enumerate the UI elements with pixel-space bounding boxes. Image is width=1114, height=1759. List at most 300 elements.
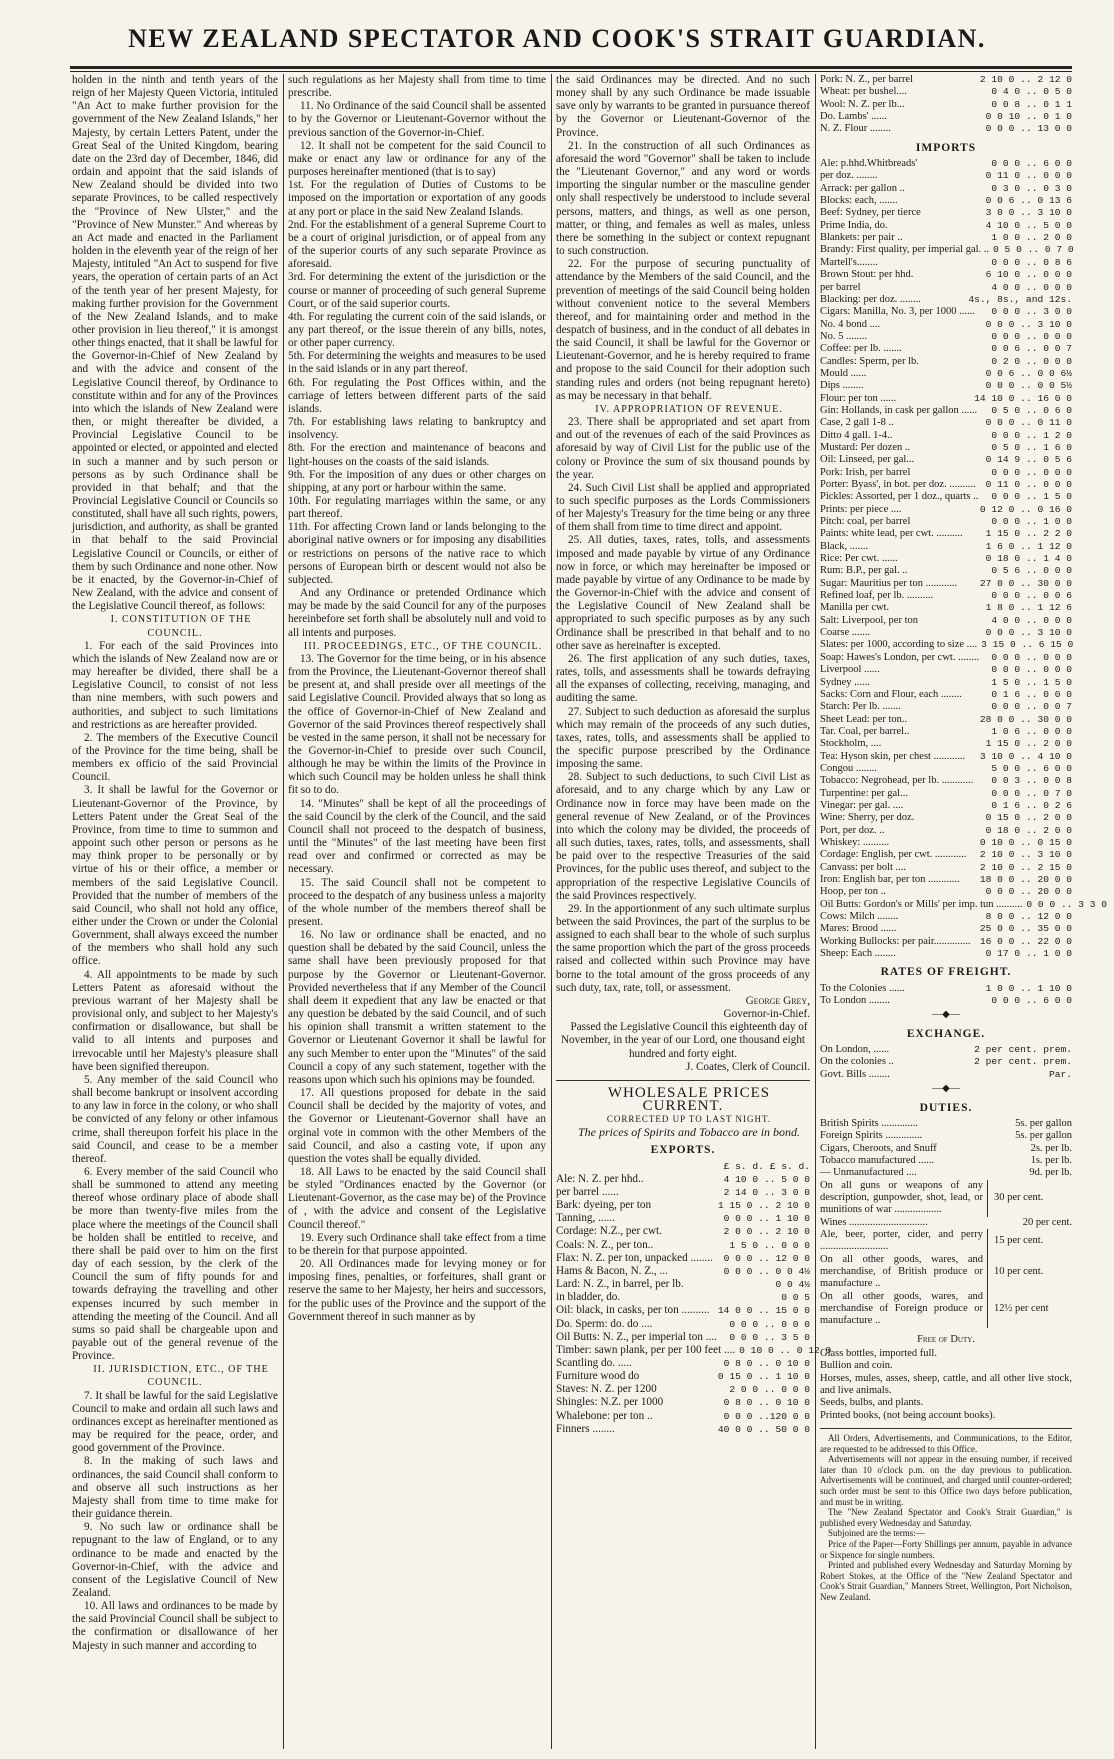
price-item-value: 0 8 0 .. 0 10 0 [723,1397,810,1409]
export-row [556,1304,810,1317]
price-item-value: 0 5 0 .. 0 7 0 [993,244,1074,256]
price-item-value: 0 0 6 .. 0 0 6½ [985,367,1072,379]
import-row [820,936,1072,948]
exports-column-units: £ s. d. £ s. d. [723,1160,810,1172]
export-row [556,1410,810,1423]
import-row [820,652,1072,664]
clause-10: 10. All laws and ordinances to be made by the said Provincial Council shall be subject to the confirmation or disallowance of her Majesty in such manner and according to [72,1600,278,1652]
price-item-label: Paints: white lead, per cwt. .......... [820,528,963,540]
import-row [820,923,1072,935]
purpose-7: 7th. For establishing laws relating to bankruptcy and insolvency. [288,416,546,442]
price-item-value: 4s., 8s., and 12s. [968,293,1072,305]
price-item-label: Martell's........ [820,256,878,268]
price-item-label: Sheet Lead: per ton.. [820,713,908,725]
price-item-label: Ditto 4 gall. 1-4.. [820,429,893,441]
section-heading-constitution: I. CONSTITUTION OF THE COUNCIL. [110,614,252,639]
price-item-value: 0 0 0 .. 0 0 0 [991,664,1072,676]
export-row [556,1265,810,1278]
export-row [556,1396,810,1409]
duty-label: Tobacco manufactured ...... [820,1154,935,1166]
masthead-rule-thin [70,71,1072,72]
export-row [556,1278,810,1291]
clause-23: 23. There shall be appropriated and set apart from and out of the revenues of each of the said Provinces as aforesaid by way of Civil List for the public use of the colony or Province the sum of six thousand pounds by the year. [556,416,810,481]
export-row [556,1370,810,1383]
preamble: holden in the ninth and tenth years of the reign of her Majesty Queen Victoria, intituled "An Act to make further provision for the government of the New Zealand Islands," her Majesty, by certain Letters Patent, under the Great Seal of the United Kingdom, bearing date on the 23rd day of December, 1846, did ordain and appoint that the said islands of New Zealand should be divided into two separate Provinces, to be called respectively the "Province of New Ulster," and the "Province of New Munster." And whereas by an Act made and enacted in the Parliament holden in the eleventh year of the reign of her Majesty, intituled "An Act to suspend for five years, the operation of certain parts of an Act of the tenth year of her present Majesty, for making further provision for the Government of the New Zealand Islands, and to make other provision in lieu thereof," it is amongst other things enacted, that it shall be lawful for the Governor-in-Chief of New Zealand by and with the advice and consent of the Legislative Council thereof, by Ordinance to constitute within and for any of the Provinces into which the islands of New Zealand were then, or might thereafter be divided, a Provincial Legislative Council to be appointed or elected, or appointed and elected in such a manner and by such person or persons as by such Ordinance shall be provided in that behalf; and that the Provincial Legislative Council or Councils so constituted, shall have all such rights, powers, jurisdiction, and authority, as shall be granted in that behalf to the said Provincial Legislative Council or Councils, or either of them by such Ordinance and none other. Now be it enacted, by the Governor-in-Chief of New Zealand, with the advice and consent of the Legislative Council thereof, as follows: [72,74,278,613]
clause-20: 20. All Ordinances made for levying money or for imposing fines, penalties, or forfeitures, shall grant or reserve the same to her Majesty, her heirs and successors, for the public uses of the Province and the support of the Government thereof in such manner as by [288,1258,546,1323]
duty-value: 2s. per lb. [1030,1142,1072,1154]
duty-value: 1s. per lb. [1030,1154,1072,1166]
duty-group-label: Ale, beer, porter, cider, and perry .......................... [820,1229,988,1254]
continuation-text: such regulations as her Majesty shall from time to time prescribe. [288,74,546,100]
price-item-value: 28 0 0 .. 30 0 0 [979,713,1072,725]
duty-group-british [820,1254,1072,1291]
price-item-value: 0 0 0 .. 20 0 0 [985,886,1072,898]
price-item-value: 2 14 0 .. 3 0 0 [723,1186,810,1198]
price-item-label: Congou ........ [820,762,877,774]
price-item-value: 2 10 0 .. 2 12 0 [979,74,1072,85]
duty-label: Wines .............................. [820,1216,928,1228]
price-item-label: Hoop, per ton .. [820,886,886,898]
import-row [820,170,1072,182]
import-row [820,516,1072,528]
price-item-value: 8 0 0 .. 12 0 0 [985,911,1072,923]
price-item-label: Oil Butts: Gordon's or Mills' per imp. tun .......... [820,898,1023,910]
price-item-label: Timber: sawn plank, per per 100 feet .... [556,1343,736,1356]
price-item-label: Flour: per ton ...... [820,392,897,404]
price-item-value: 1 0 0 .. 2 0 0 [991,232,1072,244]
price-item-label: Prints: per piece .... [820,503,902,515]
import-row [820,331,1072,343]
clause-25: 25. All duties, taxes, rates, tolls, and assessments imposed and made payable by virtue of any Ordinance now in force, or which may hereinafter be imposed or made payable by virtue of any Ordinance to be made by the Governor-in-Chief with the advice and consent of the Legislative Council of New Zealand shall be appropriated to such specific purposes as by any such Ordinance shall be prescribed in that behalf and to no other save as hereinafter is excepted. [556,534,810,652]
duty-value: 5s. per gallon [1015,1117,1072,1129]
price-item-label: Candles: Sperm, per lb. [820,355,919,367]
export-row [556,1318,810,1331]
price-item-value: 4 10 0 .. 5 0 0 [985,219,1072,231]
clause-29: 29. In the apportionment of any such ultimate surplus between the said Provinces, the part of the surplus to be assigned to each shall bear to the whole of such surplus the same proportion which the part of the gross proceeds raised and collected within such Province may have borne to the total amount of the gross proceeds of any such duty, tax, rate, toll, or assessment. [556,902,810,994]
purpose-3: 3rd. For determining the extent of the jurisdiction or the course or manner of proceeding of such general Supreme Court, or of the said superior courts. [288,271,546,310]
price-item-label: Pickles: Assorted, per 1 doz., quarts .. [820,491,979,503]
import-row [820,319,1072,331]
freight-row [820,983,1072,995]
price-item-value: 2 10 0 .. 2 15 0 [979,861,1072,873]
clause-3: 3. It shall be lawful for the Governor or Lieutenant-Governor of the Province, by Letters Patent under the Great Seal of the Province, from time to time to summon and appoint such other person or persons as he may think proper to be personally or by virtue of his or their office, a member or members of the said Legislative Council. Provided that the number of members of the said Council, who shall not hold any office, either under the Crown or under the Colonial Government, shall always exceed the number of the members who shall hold any such office. [72,784,278,968]
prices-title: WHOLESALE PRICES CURRENT. [607,1084,771,1115]
duty-group-label: On all guns or weapons of any description, gunpowder, shot, lead, or munitions of war .................. [820,1180,988,1217]
price-item-value: 0 0 0 .. 0 0 0 [991,330,1072,342]
clause-11: 11. No Ordinance of the said Council shall be assented to by the Governor or Lieutenant-Governor without the previous sanction of the Governor-in-Chief. [288,100,546,139]
import-row [820,232,1072,244]
duty-label: Cigars, Cheroots, and Snuff [820,1142,937,1154]
import-row [820,726,1072,738]
price-item-label: No. 5 ........ [820,330,867,342]
notice-paragraph: Printed and published every Wednesday and Saturday Morning by Robert Stokes, at the Office of the "New Zealand Spectator and Cook's Strait Guardian," Manners Street, Wellington, Port Nicholson, New Zealand. [820,1560,1072,1602]
duty-group-rate: 12½ per cent [994,1303,1049,1314]
import-row [820,825,1072,837]
price-item-value: 1 15 0 .. 2 10 0 [717,1200,810,1212]
price-item-value: 4 10 0 .. 5 0 0 [723,1173,810,1185]
duty-row [820,1155,1072,1167]
price-item-value: 0 11 0 .. 0 0 0 [985,479,1072,490]
price-item-label: Brandy: First quality, per imperial gal. .. [820,244,990,256]
purpose-9: 9th. For the imposition of any dues or other charges on shipping, at any port or harbour within the same. [288,468,546,494]
price-item-value: 4 0 0 .. 0 0 0 [991,281,1072,293]
ornament-divider: —◆— [932,1083,960,1095]
export-row [820,74,1072,86]
price-item-label: Coals: N. Z., per ton.. [556,1238,654,1251]
purpose-8: 8th. For the erection and maintenance of beacons and light-houses on the coasts of the said islands. [288,442,546,468]
import-row [820,639,1072,651]
column-divider-3 [815,74,816,1749]
purpose-4: 4th. For regulating the current coin of the said islands, or any part thereof, or the issue therein of any bills, notes, or other paper currency. [288,310,546,350]
price-item-value: 0 1 6 .. 0 0 0 [991,688,1072,700]
price-item-label: Furniture wood do [556,1370,640,1383]
price-item-label: Canvass: per bolt .... [820,861,907,873]
price-item-value: 3 15 0 .. 6 15 0 [981,639,1074,651]
clause-1: 1. For each of the said Provinces into which the islands of New Zealand now are or may hereafter be divided, there shall be a Legislative Council, to consist of not less than nine members, with such powers and authorities, and subject to such limitations and restrictions as are hereafter provided. [72,639,278,731]
price-item-label: Case, 2 gall 1-8 .. [820,417,894,429]
price-item-label: Slates: per 1000, according to size .... [820,639,978,651]
export-row [556,1239,810,1252]
price-item-label: Wool: N. Z. per lb... [820,98,905,110]
free-of-duty-list [820,1348,1072,1422]
duty-value: 5s. per gallon [1015,1130,1072,1142]
price-item-value: 2 per cent. prem. [974,1044,1072,1056]
price-item-value: 16 0 0 .. 22 0 0 [979,935,1072,947]
price-item-label: Arrack: per gallon .. [820,182,905,194]
price-item-value: 14 0 0 .. 15 0 0 [717,1305,810,1317]
price-item-value: 0 0 0 .. 0 0 0 [991,651,1072,663]
import-row [820,738,1072,750]
price-item-label: Coffee: per lb. ....... [820,343,902,355]
price-item-value: 1 8 0 .. 1 12 6 [985,602,1072,614]
purpose-6: 6th. For regulating the Post Offices within, and the carriage of letters between different parts of the said islands. [288,376,546,415]
column-4 [820,74,1108,1749]
price-item-value: 0 14 9 .. 0 5 6 [985,454,1072,466]
price-item-label: Beef: Sydney, per tierce [820,207,921,219]
purpose-11: 11th. For affecting Crown land or lands belonging to the aboriginal native owners or for imposing any disabilities or restrictions on persons of the native race to which persons of European birth or descent would not also be subjected. [288,521,546,586]
duty-row [820,1118,1072,1130]
price-item-value: 0 8 0 .. 0 10 0 [723,1358,810,1369]
price-item-value: 0 12 0 .. 0 16 0 [979,503,1072,515]
import-row [820,442,1072,454]
price-item-value: 0 0 0 .. 3 3 0 [1026,898,1108,910]
import-row [820,380,1072,392]
price-item-value: 1 0 0 .. 1 10 0 [985,982,1072,994]
purpose-1: 1st. For the regulation of Duties of Customs to be imposed on the importation or exportation of any goods at any port or place in the said New Zealand Islands. [288,179,546,218]
price-item-value: 0 0 0 .. 12 0 0 [723,1252,810,1264]
import-row [820,491,1072,503]
clause-5: 5. Any member of the said Council who shall become bankrupt or insolvent according to any law in force in the colony, or who shall be convicted of any felony or other infamous crime, shall thereupon forfeit his place in the said Council, and cease to be a member thereof. [72,1073,278,1165]
price-item-value: 0 0 0 .. 0 0 5½ [985,380,1072,392]
export-row [556,1291,810,1304]
price-item-value: 0 1 6 .. 0 2 6 [991,799,1072,811]
duty-group-rate: 15 per cent. [994,1235,1044,1247]
duty-value: 9d. per lb. [1029,1167,1072,1179]
price-item-label: Whiskey: .......... [820,836,890,848]
clause-28: 28. Subject to such deductions, to such Civil List as aforesaid, and to any charge which by any Law or Ordinance now in force may have been made on the general revenue of New Zealand, or of the Provinces into which the colony may be divided, the proceeds of all such duties, taxes, rates, tolls, and assessments, shall be paid over to the respective Treasuries of the said Provinces, for the public uses thereof, and subject to the appropriation of the respective Legislative Councils of the said Provinces respectively. [556,771,810,902]
price-item-value: 0 18 0 .. 2 0 0 [985,824,1072,836]
price-item-label: Dips ........ [820,380,864,392]
price-item-value: 0 0 6 .. 0 0 7 [991,343,1072,355]
price-item-value: 0 3 0 .. 0 3 0 [991,182,1072,194]
notice-paragraph: Advertisements will not appear in the ensuing number, if received later than 10 o'clock p.m. on the day previous to publication. Advertisements will be continued, and charged until counter-ordered; such order must be sent to this Office two days before publication, and must be in writing. [820,1454,1072,1507]
price-item-value: 0 10 0 .. 0 12 0 [739,1344,832,1356]
exchange-row [820,1069,1072,1081]
free-item: Printed books, (not being account books). [820,1409,996,1421]
import-row [820,837,1072,849]
price-item-value: 0 0 0 .. 0 0 4½ [723,1265,810,1277]
section-heading-appropriation: IV. APPROPRIATION OF REVENUE. [595,403,783,415]
price-item-value: 25 0 0 .. 35 0 0 [979,923,1072,935]
price-item-value: 0 0 0 .. 3 10 0 [985,318,1072,330]
price-item-value: 1 5 0 .. 1 5 0 [991,676,1072,688]
import-row [820,565,1072,577]
price-item-label: No. 4 bond .... [820,318,881,330]
price-item-label: Pitch: coal, per barrel [820,516,911,528]
duty-group-foreign [820,1291,1072,1328]
import-row [820,467,1072,479]
price-item-value: 18 0 0 .. 20 0 0 [979,874,1072,885]
price-item-label: On London, ...... [820,1044,890,1056]
price-item-label: Oil Butts: N. Z., per imperial ton .... [556,1330,717,1343]
price-item-value: 0 5 6 .. 0 0 0 [991,565,1072,577]
price-item-value: 0 0 0 .. 6 0 0 [991,995,1072,1007]
import-row [820,504,1072,516]
section-rule [556,1080,810,1081]
price-item-label: Ale: N. Z. per hhd.. [556,1172,644,1185]
exchange-list [820,1044,1072,1081]
price-item-value: 0 0 10 .. 0 1 0 [985,111,1072,123]
notice-paragraph: The "New Zealand Spectator and Cook's Strait Guardian," is published every Wednesday and Saturday. [820,1507,1072,1528]
import-row [820,207,1072,219]
import-row [820,257,1072,269]
export-row [556,1383,810,1396]
price-item-label: Bark: dyeing, per ton [556,1199,652,1212]
freight-heading: RATES OF FREIGHT. [880,966,1012,979]
price-item-value: 0 0 6 .. 0 13 6 [985,195,1072,207]
clause-22: 22. For the purpose of securing punctuality of attendance by the Members of the said Council, and the prevention of meetings of the said Council being holden without convenient notice to the several Members thereof, and for maintaining order and method in the despatch of business, and in the conduct of all debates in the said Council, it shall be lawful for the Governor or Lieutenant-Governor, and he is hereby required to frame and propose to the said Council for their adoption such standing rules and orders (not being repugnant hereto) as may be necessary in that behalf. [556,258,810,402]
clause-24: 24. Such Civil List shall be applied and appropriated to such specific purposes as the Lords Commissioners of her Majesty's Treasury for the time being or any three of them shall from time to time direct and appoint. [556,481,810,534]
notice-paragraph: Price of the Paper—Forty Shillings per annum, payable in advance or Sixpence for single numbers. [820,1539,1072,1560]
duty-group-rate: 10 per cent. [994,1265,1044,1277]
price-item-value: 0 18 0 .. 1 4 0 [985,553,1072,565]
exchange-row [820,1056,1072,1068]
clause-21: 21. In the construction of all such Ordinances as aforesaid the word "Governor" shall be taken to include the "Lieutenant Governor," and any word or words importing the singular number or the masculine gender only shall respectively be understood to include several persons, matters, and things, as well as one person, matter, or thing, and females as well as males, unless there be something in the subject or context repugnant to such construction. [556,139,810,258]
import-row [820,454,1072,466]
masthead-title: NEW ZEALAND SPECTATOR AND COOK'S STRAIT GUARDIAN. [128,24,986,53]
column-divider-2 [551,74,552,1749]
price-item-value: 0 0 0 .. 0 0 6 [991,590,1072,602]
duty-label: Foreign Spirits .............. [820,1130,923,1142]
freight-list [820,983,1072,1008]
import-row [820,553,1072,565]
export-row [556,1186,810,1199]
price-item-label: Scantling do. ..... [556,1357,632,1369]
free-item: Bullion and coin. [820,1360,893,1372]
import-row [820,244,1072,256]
clause-16: 16. No law or ordinance shall be enacted, and no question shall be debated by the said Council, unless the same shall have been previously proposed for that purpose by the Governor or Lieutenant-Governor. Provided nevertheless that if any Member of the Council shall deem it expedient that any law be enacted or that any question be debated by the said Council, and of such his opinion shall transmit a written statement to the Governor or Lieutenant Governor it shall be lawful for any such Member to enter upon the "Minutes" of the said Council a copy of any such statement, together with the reasons upon which such his opinions may be founded. [288,929,546,1086]
duty-group-label: On all other goods, wares, and merchandise of Foreign produce or manufacture .. [820,1291,988,1328]
price-item-value: 0 0 8 .. 0 1 1 [991,98,1072,110]
column-1 [72,74,278,1749]
price-item-label: To London ........ [820,995,890,1007]
price-item-label: Sheep: Each ........ [820,948,896,960]
price-item-label: Soap: Hawes's London, per cwt. ........ [820,651,980,663]
price-item-value: 0 10 0 .. 0 15 0 [979,836,1072,848]
price-item-value: 0 0 0 .. 1 5 0 [991,491,1072,503]
import-row [820,677,1072,689]
ornament-divider: —◆— [932,1009,960,1021]
price-item-label: Tea: Hyson skin, per chest ............ [820,750,966,762]
price-item-value: 0 0 0 .. 1 0 0 [991,516,1072,528]
price-item-value: 1 6 0 .. 1 12 0 [985,540,1072,552]
price-item-label: Turpentine: per gal... [820,787,908,799]
imports-heading: IMPORTS [915,141,977,154]
import-row [820,664,1072,676]
duty-label: British Spirits .............. [820,1117,919,1129]
export-row [556,1173,810,1186]
import-row [820,788,1072,800]
price-item-label: Do. Sperm: do. do .... [556,1317,653,1330]
price-item-value: 1 5 0 .. 0 0 0 [729,1239,810,1251]
import-row [820,195,1072,207]
duties-heading: DUTIES. [919,1101,973,1114]
price-item-value: 2 per cent. prem. [974,1056,1072,1068]
duties-list [820,1118,1072,1180]
price-item-value: 3 10 0 .. 4 10 0 [979,750,1072,762]
price-item-value: 4 0 0 .. 0 0 0 [991,614,1072,626]
masthead [0,0,1114,72]
price-item-value: 0 0 4½ [775,1279,810,1291]
import-row [820,306,1072,318]
import-row [820,183,1072,195]
price-item-label: Wheat: per bushel.... [820,86,907,98]
column-divider-1 [283,74,284,1749]
price-item-value: 0 11 0 .. 0 0 0 [985,170,1072,182]
import-row [820,615,1072,627]
free-item: Horses, mules, asses, sheep, cattle, and all other live stock, and live animals. [820,1372,1072,1397]
free-of-duty-heading: Free of Duty. [917,1333,975,1345]
duty-group-rate: 30 per cent. [994,1191,1044,1203]
freight-row [820,995,1072,1007]
price-item-label: Whalebone: per ton .. [556,1409,653,1422]
price-item-label: Blacking: per doz. ........ [820,293,921,305]
price-item-label: Rice: Per cwt. ...... [820,553,898,565]
price-item-value: 5 0 0 .. 6 0 0 [991,762,1072,774]
exports-list [556,1172,832,1436]
import-row [820,849,1072,861]
import-row [820,405,1072,417]
import-row [820,898,1108,911]
column-3 [556,74,832,1749]
price-item-label: Coarse ....... [820,627,871,639]
price-item-value: Par. [1048,1068,1072,1080]
price-item-label: Hams & Bacon, N. Z., ... [556,1264,668,1277]
duty-row-wines [820,1217,1072,1229]
price-item-label: Black, ....... [820,540,869,552]
export-row [556,1212,810,1225]
purpose-5: 5th. For determining the weights and measures to be used in the said islands or in any part thereof. [288,350,546,376]
price-item-value: 40 0 0 .. 50 0 0 [717,1423,810,1435]
price-item-label: Pork: Irish, per barrel [820,466,911,478]
price-item-label: Flax: N. Z. per ton, unpacked ........ [556,1251,713,1264]
clerk-signature: J. Coates, Clerk of Council. [686,1060,810,1073]
export-row [556,1225,810,1238]
price-item-value: 0 0 0 .. 3 10 0 [985,627,1072,639]
price-item-value: 0 0 0 .. 0 0 0 [991,466,1072,478]
clause-17: 17. All questions proposed for debate in the said Council shall be decided by the majority of votes, and the Governor or Lieutenant-Governor shall have an orginal vote in common with the other Members of the said Council, and also a casting vote, if upon any question the votes shall be equally divided. [288,1087,546,1165]
export-row [556,1252,810,1265]
import-row [820,689,1072,701]
imports-list [820,158,1108,960]
masthead-rule-thick [70,66,1072,69]
price-item-value: 6 10 0 .. 0 0 0 [985,269,1072,281]
exports-heading: EXPORTS. [650,1143,716,1156]
import-row [820,763,1072,775]
export-row [556,1357,810,1370]
duty-group-label: On all other goods, wares, and merchandise, of British produce or manufacture .. [820,1254,988,1291]
price-item-value: 1 15 0 .. 2 2 0 [985,528,1072,540]
column-2 [288,74,546,1749]
signature-title: Governor-in-Chief. [723,1008,810,1021]
price-item-label: Sacks: Corn and Flour, each ........ [820,688,962,700]
price-item-value: 0 0 0 .. 3 0 0 [991,306,1072,318]
export-row [820,86,1072,98]
notice-paragraph: Subjoined are the terms:— [828,1528,925,1539]
price-item-value: 0 0 3 .. 0 0 8 [991,775,1072,787]
price-item-label: Salt: Liverpool, per ton [820,614,918,626]
price-item-label: Gin: Hollands, in cask per gallon ...... [820,404,978,416]
price-item-value: 0 0 0 .. 6 0 0 [991,158,1072,170]
price-item-label: Liverpool ...... [820,664,880,676]
price-item-value: 0 0 0 .. 0 0 0 [729,1318,810,1330]
price-item-value: 3 0 0 .. 3 10 0 [985,207,1072,219]
clause-27: 27. Subject to such deduction as aforesaid the surplus which may remain of the proceeds of any such duties, taxes, rates, tolls, and assessments shall be applied to the specific purpose prescribed by the Ordinance imposing the same. [556,705,810,771]
price-item-label: Mustard: Per dozen .. [820,441,911,453]
import-row [820,874,1072,886]
price-item-label: Stockholm, .... [820,738,882,750]
price-item-label: Govt. Bills ........ [820,1068,890,1080]
duty-group-weapons [820,1180,1072,1217]
import-row [820,578,1072,590]
price-item-value: 0 0 0 .. 1 2 0 [991,429,1072,441]
price-item-label: Starch: Per lb. ....... [820,701,901,713]
import-row [820,590,1072,602]
price-item-label: Cordage: English, per cwt. ............ [820,849,967,861]
price-item-value: 0 15 0 .. 1 10 0 [717,1371,810,1383]
clause-14: 14. "Minutes" shall be kept of all the proceedings of the said Council by the clerk of the Council, and the said Council shall not proceed to the despatch of business, until the "Minutes" of the last meeting have been first read over and confirmed or corrected as may be necessary. [288,797,546,876]
price-item-value: 0 17 0 .. 1 0 0 [985,948,1072,960]
price-item-value: 0 0 0 .. 0 0 7 [991,701,1072,713]
exports-continued-list [820,74,1072,136]
purpose-10: 10th. For regulating marriages within the same, or any part thereof. [288,495,546,521]
import-row [820,541,1072,553]
price-item-value: 1 0 6 .. 0 0 0 [991,725,1072,737]
import-row [820,368,1072,380]
price-item-label: Cigars: Manilla, No. 3, per 1000 ...... [820,306,975,318]
clause-18: 18. All Laws to be enacted by the said Council shall be styled "Ordinances enacted by the Governor (or Lieutenant-Governor, as the case may be) of the Province of , with the advice and consent of the Legislative Council thereof." [288,1165,546,1231]
price-item-label: Tar. Coal, per barrel.. [820,725,910,737]
price-item-value: 0 0 0 .. 3 5 0 [729,1331,810,1343]
import-row [820,775,1072,787]
clause-15: 15. The said Council shall not be competent to proceed to the despatch of any business unless a majority of the whole number of the members thereof shall be present. [288,876,546,928]
import-row [820,911,1072,923]
price-item-label: Do. Lambs' ...... [820,111,887,123]
import-row [820,479,1072,491]
price-item-label: Staves: N. Z. per 1200 [556,1383,657,1396]
import-row [820,356,1072,368]
price-item-label: N. Z. Flour ........ [820,123,891,135]
